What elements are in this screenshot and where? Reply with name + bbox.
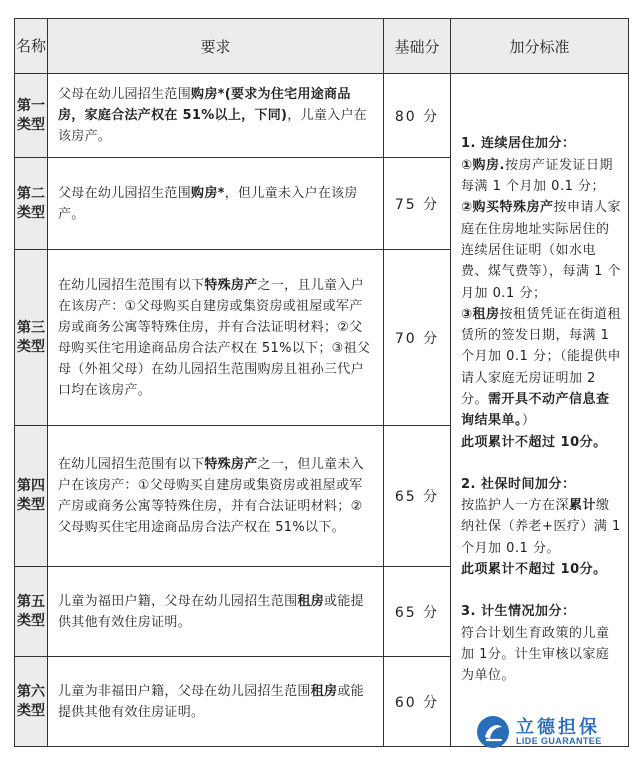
type-label: 第三类型 xyxy=(15,250,48,426)
admission-criteria-table xyxy=(14,18,629,747)
requirement-text: 儿童为非福田户籍，父母在幼儿园招生范围租房或能提供其他有效住房证明。 xyxy=(48,657,384,747)
base-score: 60 分 xyxy=(384,657,451,747)
lide-guarantee-logo xyxy=(476,713,626,753)
type-label: 第二类型 xyxy=(15,158,48,250)
requirement-text: 在幼儿园招生范围有以下特殊房产之一，但儿童未入户在该房产：①父母购买自建房或集资房或祖屋或军产房或商务公寓等特殊住房，并有合法证明材料；②父母购买住宅用途商品房合法产权在 51%以下。 xyxy=(48,426,384,567)
bonus-criteria: 1. 连续居住加分： ①购房.按房产证发证日期每满 1 个月加 0.1 分； ②购买特殊房产按申请人家庭在住房地址实际居住的连续居住证明（如水电费、煤气费等），每满 1 个月加 0.1 分； ③租房按租赁凭证在街道租赁所的签发日期，每满 1 个月加 0.1 分；（能提供申请人家庭无房证明加 2分。需开具不动产信息查询结果单。） 此项累计不超过 10分。 2. 社保时间加分： 按监护人一方在深累计缴纳社保（养老+医疗）满 1 个月加 0.1 分。 此项累计不超过 10分。 3. 计生情况加分： 符合计划生育政策的儿童加 1分。计生审核以家庭为单位。 xyxy=(451,74,629,747)
lide-logo-icon xyxy=(476,715,510,749)
header-bonus-standard: 加分标准 xyxy=(451,19,629,74)
type-label: 第一类型 xyxy=(15,74,48,158)
requirement-text: 儿童为福田户籍，父母在幼儿园招生范围租房或能提供其他有效住房证明。 xyxy=(48,567,384,657)
base-score: 65 分 xyxy=(384,426,451,567)
requirement-text: 父母在幼儿园招生范围购房*，但儿童未入户在该房产。 xyxy=(48,158,384,250)
requirement-text: 父母在幼儿园招生范围购房*(要求为住宅用途商品房，家庭合法产权在 51%以上，下同)，儿童入户在该房产。 xyxy=(48,74,384,158)
type-label: 第六类型 xyxy=(15,657,48,747)
type-label: 第五类型 xyxy=(15,567,48,657)
base-score: 75 分 xyxy=(384,158,451,250)
base-score: 80 分 xyxy=(384,74,451,158)
logo-text-en: LIDE GUARANTEE xyxy=(516,736,602,746)
base-score: 65 分 xyxy=(384,567,451,657)
base-score: 70 分 xyxy=(384,250,451,426)
header-row xyxy=(15,19,629,74)
requirement-text: 在幼儿园招生范围有以下特殊房产之一，且儿童入户在该房产：①父母购买自建房或集资房或祖屋或军产房或商务公寓等特殊住房，并有合法证明材料；②父母购买住宅用途商品房合法产权在 51%以下；③祖父母（外祖父母）在幼儿园招生范围购房且祖孙三代户口均在该房产。 xyxy=(48,250,384,426)
logo-text-cn: 立德担保 xyxy=(516,717,600,738)
type-label: 第四类型 xyxy=(15,426,48,567)
header-base-score: 基础分 xyxy=(384,19,451,74)
header-name: 名称 xyxy=(15,19,48,74)
table-row xyxy=(15,74,629,158)
header-requirement: 要求 xyxy=(48,19,384,74)
